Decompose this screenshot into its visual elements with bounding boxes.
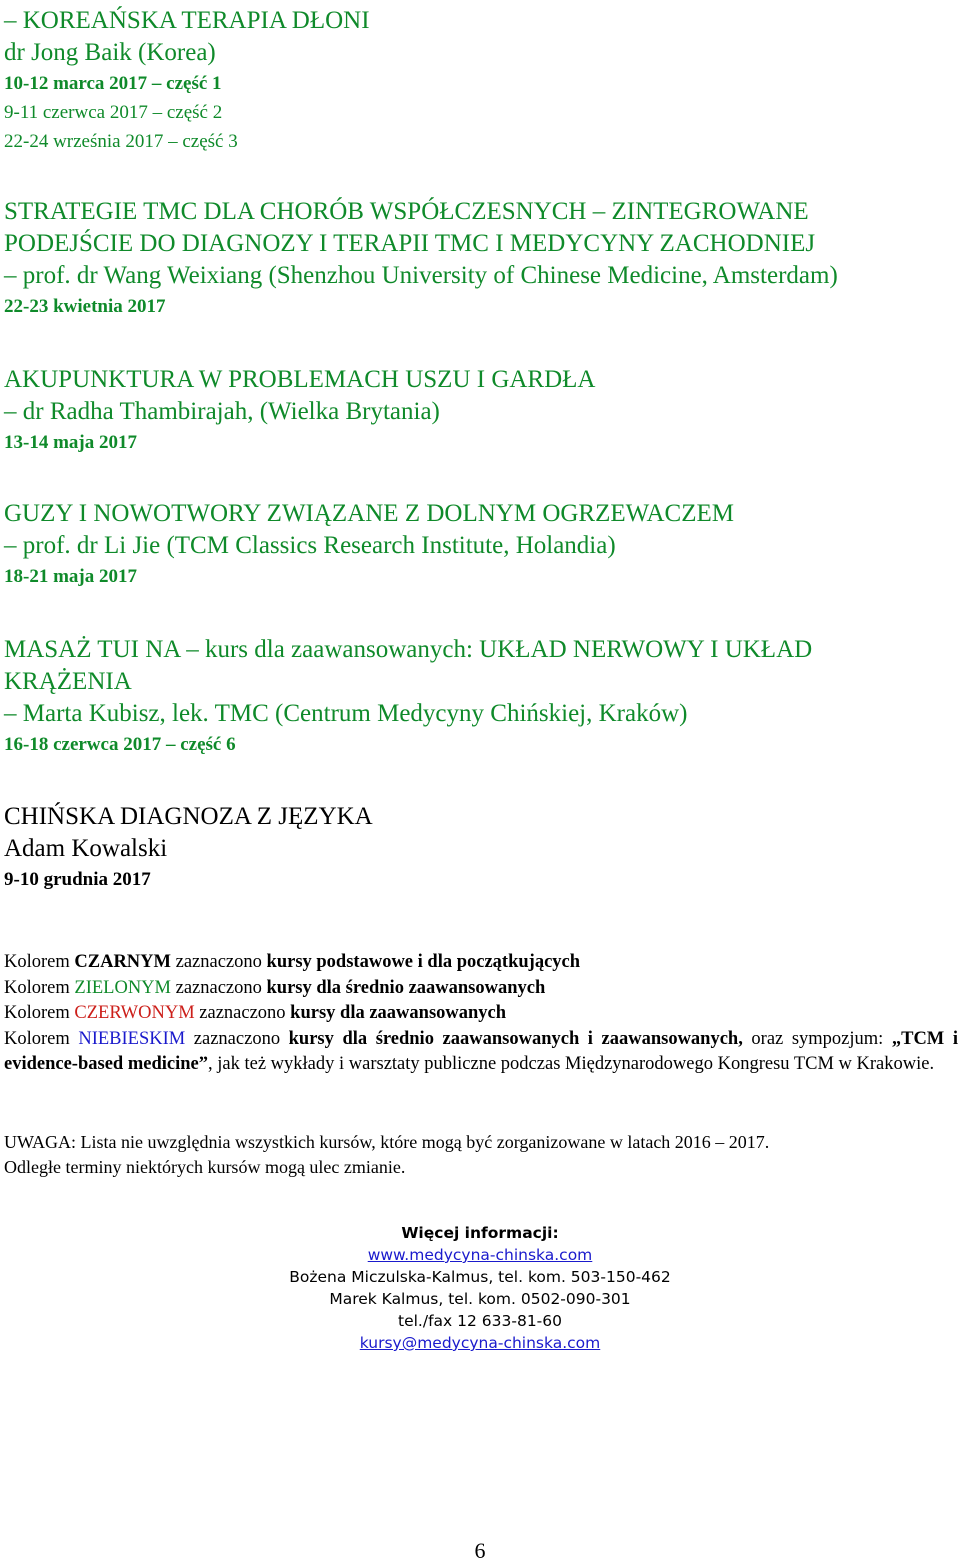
schedule-note (4, 1130, 958, 1180)
course-title: MASAŻ TUI NA – kurs dla zaawansowanych: UKŁAD NERWOWY I UKŁAD (4, 636, 813, 663)
contact-person: Marek Kalmus, tel. kom. 0502-090-301 (329, 1290, 631, 1308)
course-tui-na-massage (4, 634, 956, 760)
course-ear-throat-acupuncture (4, 364, 956, 458)
course-date: 13-14 maja 2017 (4, 432, 137, 453)
course-lecturer: – prof. dr Wang Weixiang (Shenzhou University of Chinese Medicine, Amsterdam) (4, 262, 838, 289)
course-title: KRĄŻENIA (4, 668, 132, 695)
course-title: AKUPUNKTURA W PROBLEMACH USZU I GARDŁA (4, 366, 596, 393)
course-date: 22-23 kwietnia 2017 (4, 296, 166, 317)
course-title: STRATEGIE TMC DLA CHORÓB WSPÓŁCZESNYCH – ZINTEGROWANE (4, 198, 809, 225)
course-date: 16-18 czerwca 2017 – część 6 (4, 734, 236, 755)
course-lecturer: dr Jong Baik (Korea) (4, 39, 216, 66)
course-tongue-diagnosis (4, 801, 956, 895)
course-title: PODEJŚCIE DO DIAGNOZY I TERAPII TMC I MEDYCYNY ZACHODNIEJ (4, 230, 816, 257)
legend-red: Kolorem CZERWONYM zaznaczono kursy dla zaawansowanych (4, 1003, 507, 1023)
course-date: 10-12 marca 2017 – część 1 (4, 73, 222, 94)
contact-heading: Więcej informacji: (401, 1224, 559, 1242)
course-tumors-lower-burner (4, 498, 956, 592)
note-line: UWAGA: Lista nie uwzględnia wszystkich kursów, które mogą być zorganizowane w latach 2016 – 2017. (4, 1132, 770, 1152)
course-lecturer: Adam Kowalski (4, 835, 168, 862)
contact-person: Bożena Miczulska-Kalmus, tel. kom. 503-150-462 (289, 1268, 671, 1286)
course-date: 22-24 września 2017 – część 3 (4, 131, 238, 152)
course-title: GUZY I NOWOTWORY ZWIĄZANE Z DOLNYM OGRZEWACZEM (4, 500, 734, 527)
course-lecturer: – dr Radha Thambirajah, (Wielka Brytania) (4, 398, 440, 425)
contact-phone: tel./fax 12 633-81-60 (398, 1312, 562, 1330)
course-date: 9-10 grudnia 2017 (4, 869, 151, 890)
legend-green: Kolorem ZIELONYM zaznaczono kursy dla średnio zaawansowanych (4, 977, 546, 998)
website-link[interactable]: www.medycyna-chinska.com (367, 1246, 593, 1264)
course-title: CHIŃSKA DIAGNOZA Z JĘZYKA (4, 803, 373, 830)
email-link[interactable]: kursy@medycyna-chinska.com (359, 1334, 601, 1352)
course-title: – KOREAŃSKA TERAPIA DŁONI (4, 7, 370, 34)
course-lecturer: – prof. dr Li Jie (TCM Classics Research Institute, Holandia) (4, 532, 616, 559)
contact-info (0, 1222, 960, 1354)
course-korean-hand-therapy (4, 5, 956, 156)
legend-blue: Kolorem NIEBIESKIM zaznaczono kursy dla średnio zaawansowanych i zaawansowanych, oraz sympozjum: „TCM i evidence-based medicine”, jak też wykłady i warsztaty publiczne podczas Międzynarodowego Kongresu TCM w Krakowie. (4, 1028, 958, 1074)
course-date: 9-11 czerwca 2017 – część 2 (4, 102, 223, 123)
course-lecturer: – Marta Kubisz, lek. TMC (Centrum Medycyny Chińskiej, Kraków) (4, 700, 688, 727)
note-line: Odległe terminy niektórych kursów mogą ulec zmianie. (4, 1157, 406, 1177)
legend-black: Kolorem CZARNYM zaznaczono kursy podstawowe i dla początkujących (4, 952, 581, 972)
course-date: 18-21 maja 2017 (4, 566, 137, 587)
color-legend (4, 950, 958, 1078)
page-number: 6 (474, 1538, 486, 1563)
course-tcm-strategies (4, 196, 956, 322)
